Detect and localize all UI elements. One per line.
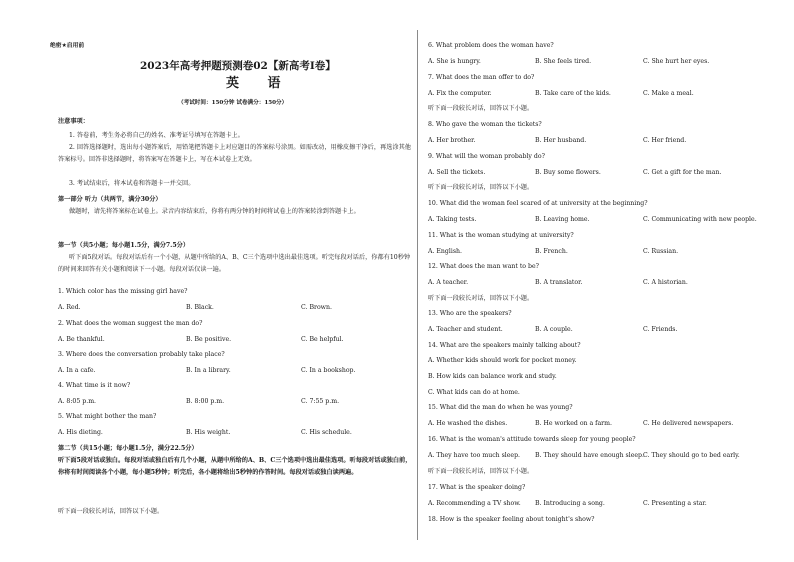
q10-option-c[interactable]: C. Communicating with new people. xyxy=(643,216,757,223)
question-17: 17. What is the speaker doing? xyxy=(428,484,526,491)
notes-heading: 注意事项： xyxy=(58,118,89,125)
q14-option-c[interactable]: C. What kids can do at home. xyxy=(428,389,520,396)
q8-option-b[interactable]: B. Her husband. xyxy=(535,137,587,144)
section2-lead: 听下面一段较长对话，回答以下小题。 xyxy=(58,508,164,515)
question-14: 14. What are the speakers mainly talking about? xyxy=(428,342,581,349)
part1-intro: 做题时，请先将答案标在试卷上。录音内容结束后，你将有两分钟的时间将试卷上的答案转涂到答题卡上。 xyxy=(69,208,360,215)
q16-option-b[interactable]: B. They should have enough sleep. xyxy=(535,452,644,459)
question-5: 5. What might bother the man? xyxy=(58,413,157,420)
q1-option-a[interactable]: A. Red. xyxy=(58,304,81,311)
question-15: 15. What did the man do when he was young? xyxy=(428,404,573,411)
lead-4: 听下面一段较长对话，回答以下小题。 xyxy=(428,468,534,475)
q12-option-a[interactable]: A. A teacher. xyxy=(428,279,469,286)
question-2: 2. What does the woman suggest the man do? xyxy=(58,320,203,327)
q16-option-c[interactable]: C. They should go to bed early. xyxy=(643,452,740,459)
q5-option-a[interactable]: A. His dieting. xyxy=(58,429,103,436)
q4-option-a[interactable]: A. 8:05 p.m. xyxy=(58,398,97,405)
q7-option-c[interactable]: C. Make a meal. xyxy=(643,90,694,97)
question-3: 3. Where does the conversation probably take place? xyxy=(58,351,225,358)
question-9: 9. What will the woman probably do? xyxy=(428,153,545,160)
note-item-1: 1. 答卷前，考生务必将自己的姓名、准考证号填写在答题卡上。 xyxy=(69,132,244,139)
q13-option-a[interactable]: A. Teacher and student. xyxy=(428,326,503,333)
question-4: 4. What time is it now? xyxy=(58,382,131,389)
part1-heading: 第一部分 听力（共两节，满分30分） xyxy=(58,196,162,203)
lead-3: 听下面一段较长对话，回答以下小题。 xyxy=(428,295,534,302)
q4-option-c[interactable]: C. 7:55 p.m. xyxy=(301,398,340,405)
q13-option-c[interactable]: C. Friends. xyxy=(643,326,678,333)
q2-option-a[interactable]: A. Be thankful. xyxy=(58,336,105,343)
q2-option-c[interactable]: C. Be helpful. xyxy=(301,336,344,343)
q8-option-c[interactable]: C. Her friend. xyxy=(643,137,687,144)
q16-option-a[interactable]: A. They have too much sleep. xyxy=(428,452,521,459)
note-item-2: 2. 回答选择题时，选出每小题答案后，用铅笔把答题卡上对应题目的答案标号涂黑。如需改动，用橡皮擦干净后，再选涂其他答案标号。回答非选择题时，将答案写在答题卡上，写在本试卷上无效。 xyxy=(58,144,411,164)
question-12: 12. What does the man want to be? xyxy=(428,263,539,270)
question-6: 6. What problem does the woman have? xyxy=(428,42,554,49)
q12-option-c[interactable]: C. A historian. xyxy=(643,279,688,286)
lead-2: 听下面一段较长对话，回答以下小题。 xyxy=(428,184,534,191)
q11-option-a[interactable]: A. English. xyxy=(428,248,462,255)
q9-option-a[interactable]: A. Sell the tickets. xyxy=(428,169,486,176)
q5-option-b[interactable]: B. His weight. xyxy=(186,429,231,436)
q17-option-c[interactable]: C. Presenting a star. xyxy=(643,500,707,507)
q9-option-b[interactable]: B. Buy some flowers. xyxy=(535,169,601,176)
q10-option-a[interactable]: A. Taking tests. xyxy=(428,216,477,223)
question-7: 7. What does the man offer to do? xyxy=(428,74,535,81)
question-8: 8. Who gave the woman the tickets? xyxy=(428,121,542,128)
q2-option-b[interactable]: B. Be positive. xyxy=(186,336,232,343)
q6-option-c[interactable]: C. She hurt her eyes. xyxy=(643,58,710,65)
question-1: 1. Which color has the missing girl have? xyxy=(58,288,188,295)
q14-option-a[interactable]: A. Whether kids should work for pocket money. xyxy=(428,357,577,364)
q10-option-b[interactable]: B. Leaving home. xyxy=(535,216,590,223)
secret-label: 绝密★启用前 xyxy=(50,43,85,49)
q3-option-a[interactable]: A. In a cafe. xyxy=(58,367,96,374)
note-item-3: 3. 考试结束后，将本试卷和答题卡一并交回。 xyxy=(69,180,195,187)
question-11: 11. What is the woman studying at university? xyxy=(428,232,574,239)
question-18: 18. How is the speaker feeling about tonight's show? xyxy=(428,516,595,523)
q9-option-c[interactable]: C. Get a gift for the man. xyxy=(643,169,722,176)
section2-heading: 第二节（共15小题；每小题1.5分，满分22.5分） xyxy=(58,445,198,452)
q15-option-b[interactable]: B. He worked on a farm. xyxy=(535,420,612,427)
q3-option-b[interactable]: B. In a library. xyxy=(186,367,231,374)
q3-option-c[interactable]: C. In a bookshop. xyxy=(301,367,356,374)
q13-option-b[interactable]: B. A couple. xyxy=(535,326,573,333)
q4-option-b[interactable]: B. 8:00 p.m. xyxy=(186,398,225,405)
q7-option-a[interactable]: A. Fix the computer. xyxy=(428,90,492,97)
question-10: 10. What did the woman feel scared of at university at the beginning? xyxy=(428,200,648,207)
q1-option-c[interactable]: C. Brown. xyxy=(301,304,332,311)
exam-meta: （考试时间：150分钟 试卷满分：150分） xyxy=(178,100,288,106)
section1-heading: 第一节（共5小题；每小题1.5分，满分7.5分） xyxy=(58,242,190,249)
q7-option-b[interactable]: B. Take care of the kids. xyxy=(535,90,611,97)
q6-option-b[interactable]: B. She feels tired. xyxy=(535,58,592,65)
q15-option-c[interactable]: C. He delivered newspapers. xyxy=(643,420,734,427)
q15-option-a[interactable]: A. He washed the dishes. xyxy=(428,420,508,427)
section2-intro: 听下面5段对话或独白。每段对话或独白后有几个小题，从题中所给的A、B、C三个选项中选出最佳选项。听每段对话或独白前，你将有时间阅读各个小题，每小题5秒钟；听完后，各小题将给出5秒钟的作答时间。每段对话或独白读两遍。 xyxy=(58,457,412,477)
q1-option-b[interactable]: B. Black. xyxy=(186,304,214,311)
subject-title: 英 语 xyxy=(226,76,293,91)
question-13: 13. Who are the speakers? xyxy=(428,310,512,317)
section1-intro: 听下面5段对话。每段对话后有一个小题，从题中所给的A、B、C三个选项中选出最佳选项。听完每段对话后，你都有10秒钟的时间来回答有关小题和阅读下一小题。每段对话仅读一遍。 xyxy=(58,254,411,274)
question-16: 16. What is the woman's attitude towards sleep for young people? xyxy=(428,436,636,443)
q17-option-b[interactable]: B. Introducing a song. xyxy=(535,500,605,507)
exam-title: 2023年高考押题预测卷02【新高考Ⅰ卷】 xyxy=(140,60,336,72)
q17-option-a[interactable]: A. Recommending a TV show. xyxy=(428,500,521,507)
q11-option-c[interactable]: C. Russian. xyxy=(643,248,679,255)
q12-option-b[interactable]: B. A translator. xyxy=(535,279,583,286)
q5-option-c[interactable]: C. His schedule. xyxy=(301,429,352,436)
q8-option-a[interactable]: A. Her brother. xyxy=(428,137,476,144)
column-divider xyxy=(417,30,418,540)
q14-option-b[interactable]: B. How kids can balance work and study. xyxy=(428,373,557,380)
q11-option-b[interactable]: B. French. xyxy=(535,248,568,255)
lead-1: 听下面一段较长对话，回答以下小题。 xyxy=(428,105,534,112)
q6-option-a[interactable]: A. She is hungry. xyxy=(428,58,481,65)
